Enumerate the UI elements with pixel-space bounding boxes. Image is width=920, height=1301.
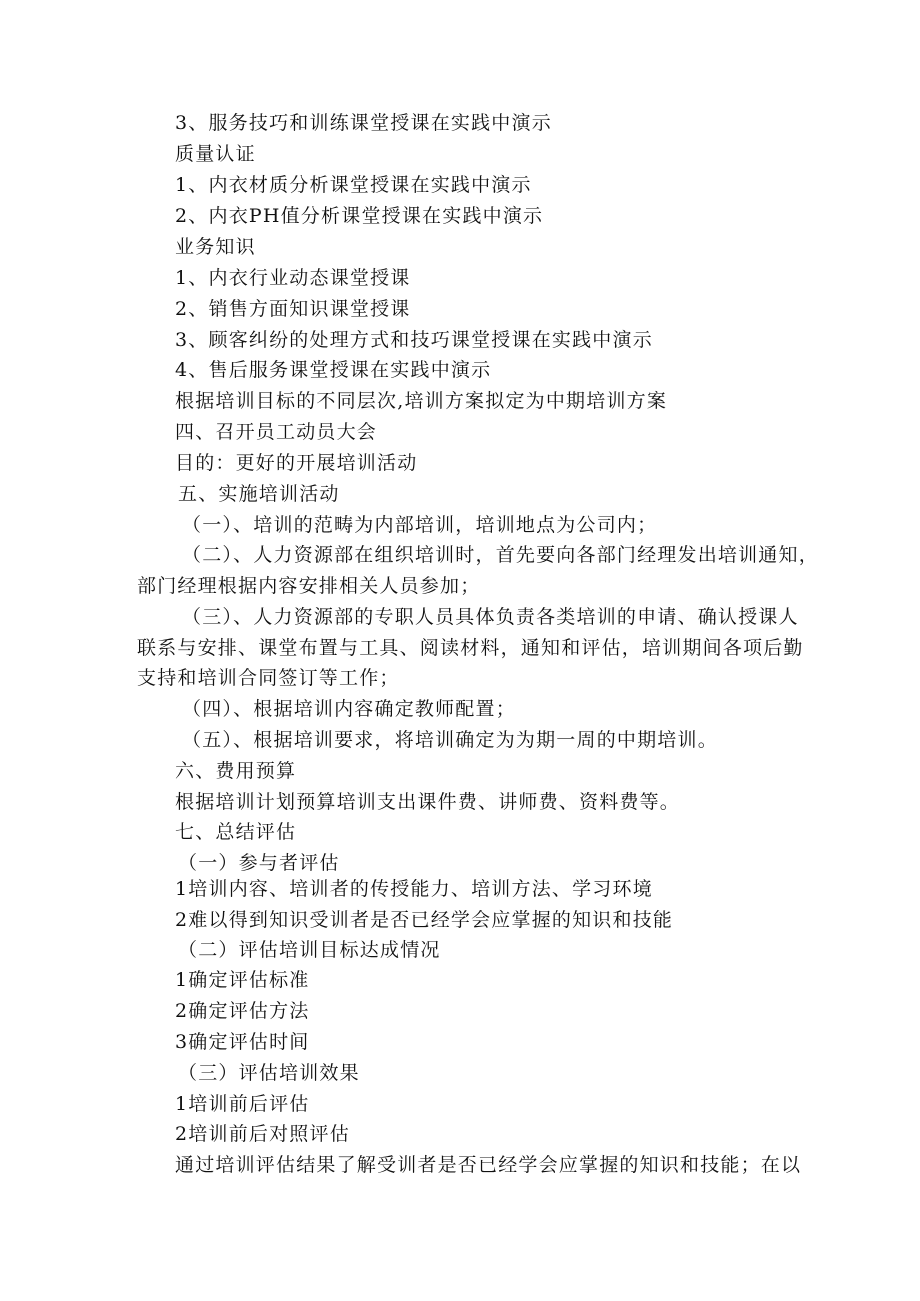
text-line: 3、服务技巧和训练课堂授课在实践中演示 <box>175 112 552 134</box>
text-line: （四）、根据培训内容确定教师配置； <box>182 698 516 720</box>
text-line: 1确定评估标准 <box>175 969 310 991</box>
text-line: 通过培训评估结果了解受训者是否已经学会应掌握的知识和技能；在以 <box>175 1154 802 1176</box>
text-line: 3确定评估时间 <box>175 1031 310 1053</box>
text-line: 业务知识 <box>175 236 256 258</box>
text-line: 部门经理根据内容安排相关人员参加； <box>137 575 481 597</box>
text-line: 2确定评估方法 <box>175 1000 310 1022</box>
text-line: 2难以得到知识受训者是否已经学会应掌握的知识和技能 <box>175 909 674 931</box>
text-line: （五）、根据培训要求，将培训确定为为期一周的中期培训。 <box>182 729 718 751</box>
text-line: 四、召开员工动员大会 <box>175 421 378 443</box>
text-line: 2、内衣PH值分析课堂授课在实践中演示 <box>175 205 544 227</box>
text-line: 支持和培训合同签订等工作； <box>137 667 400 689</box>
text-line: 1培训前后评估 <box>175 1093 310 1115</box>
text-line: 1、内衣材质分析课堂授课在实践中演示 <box>175 174 532 196</box>
text-line: 联系与安排、课堂布置与工具、阅读材料，通知和评估，培训期间各项后勤 <box>137 637 804 659</box>
text-line: （二）评估培训目标达成情况 <box>178 939 441 961</box>
text-line: 根据培训目标的不同层次,培训方案拟定为中期培训方案 <box>175 390 668 412</box>
text-line: 2、销售方面知识课堂授课 <box>175 298 411 320</box>
text-line: 3、顾客纠纷的处理方式和技巧课堂授课在实践中演示 <box>175 329 653 351</box>
text-line: 目的：更好的开展培训活动 <box>175 452 418 474</box>
text-line: （二）、人力资源部在组织培训时，首先要向各部门经理发出培训通知， <box>182 544 819 566</box>
text-line: 质量认证 <box>175 143 256 165</box>
text-line: 1培训内容、培训者的传授能力、培训方法、学习环境 <box>175 878 653 900</box>
text-line: （一）参与者评估 <box>178 852 340 874</box>
text-line: （三）、人力资源部的专职人员具体负责各类培训的申请、确认授课人 <box>182 606 799 628</box>
text-line: 根据培训计划预算培训支出课件费、讲师费、资料费等。 <box>175 791 681 813</box>
text-line: 五、实施培训活动 <box>178 483 340 505</box>
text-line: 1、内衣行业动态课堂授课 <box>175 267 411 289</box>
text-line: 七、总结评估 <box>175 821 297 843</box>
text-line: （三）评估培训效果 <box>178 1062 360 1084</box>
text-line: 4、售后服务课堂授课在实践中演示 <box>175 359 492 381</box>
text-line: 六、费用预算 <box>175 760 297 782</box>
text-line: （一）、培训的范畴为内部培训，培训地点为公司内； <box>182 514 658 536</box>
text-line: 2培训前后对照评估 <box>175 1123 350 1145</box>
